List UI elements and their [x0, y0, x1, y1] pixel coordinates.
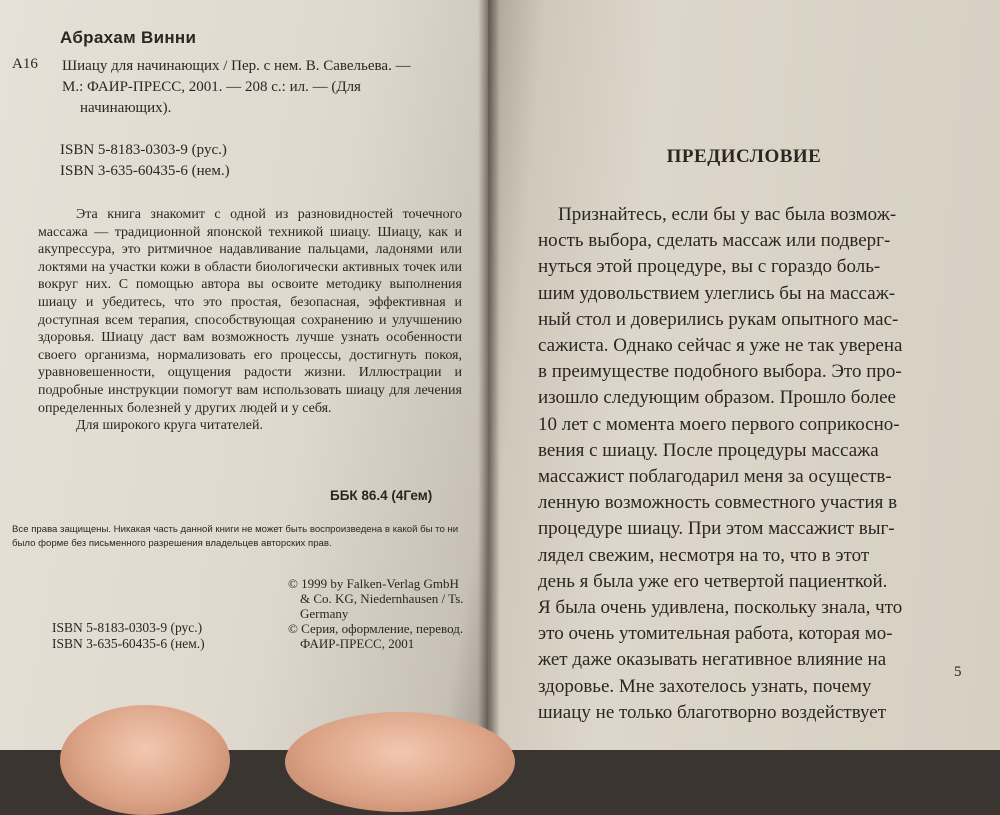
left-page	[0, 0, 488, 750]
copyright-line: Germany	[300, 606, 349, 621]
bibliographic-record	[62, 56, 411, 119]
book-spine-shadow	[478, 0, 500, 750]
thumb-right	[285, 712, 515, 812]
bibliographic-line: начинающих).	[80, 100, 172, 116]
isbn-bottom-block	[52, 620, 205, 652]
copyright-line: © Серия, оформление, перевод.	[288, 621, 464, 636]
annotation	[38, 206, 462, 435]
thumb-left	[60, 705, 230, 815]
isbn-block	[60, 140, 230, 182]
bbk-code: ББК 86.4 (4Гем)	[330, 488, 433, 503]
chapter-heading: ПРЕДИСЛОВИЕ	[666, 146, 822, 167]
isbn-russian: ISBN 5-8183-0303-9 (рус.)	[60, 142, 227, 158]
text-line: ленную возможность совместного участия в	[538, 492, 898, 514]
bibliographic-line: Шиацу для начинающих / Пер. с нем. В. Савельева. —	[62, 58, 411, 74]
author-name: Абрахам Винни	[60, 28, 197, 47]
text-line: ность выбора, сделать массаж или подверг-	[538, 230, 891, 252]
page-number: 5	[954, 664, 962, 680]
text-line: лядел свежим, несмотря на то, что в этот	[538, 544, 870, 566]
text-line: жет даже оказывать негативное влияние на	[538, 649, 887, 671]
text-line: шим удовольствием улеглись бы на массаж-	[538, 282, 896, 304]
copyright-line: © 1999 by Falken-Verlag GmbH	[288, 576, 459, 591]
text-line: в преимуществе подобного выбора. Это про-	[538, 361, 902, 383]
copyright-line: ФАИР-ПРЕСС, 2001	[300, 636, 415, 651]
text-line: вения с шиацу. После процедуры массажа	[538, 439, 879, 461]
text-line: нуться этой процедуре, вы с гораздо боль-	[538, 256, 881, 278]
isbn-bottom-german: ISBN 3-635-60435-6 (нем.)	[52, 636, 205, 651]
text-line: Признайтесь, если бы у вас была возмож-	[558, 204, 897, 225]
isbn-german: ISBN 3-635-60435-6 (нем.)	[60, 163, 230, 179]
text-line: здоровье. Мне захотелось узнать, почему	[538, 675, 872, 697]
text-line: день я была уже его четвертой пациенткой.	[538, 570, 888, 592]
text-line: шиацу не только благотворно воздействует	[538, 701, 887, 723]
isbn-bottom-russian: ISBN 5-8183-0303-9 (рус.)	[52, 620, 203, 635]
text-line: это очень утомительная работа, которая мо-	[538, 623, 893, 645]
annotation-paragraph: Эта книга знакомит с одной из разновидностей точечного массажа — традиционной японской техникой шиацу. Шиацу, как и акупрессура, это ритмичное надавливание пальцами, ладонями или локтями на участки кожи в области биологически активных точек или вокруг них. С помощью автора вы освоите методику выполнения шиацу и убедитесь, что это простая, безопасная, эффективная и доступная всем терапия, способствующая сохранению и улучшению здоровья. Шиацу даст вам возможность лучше узнать особенности своего организма, нормализовать его процессы, достигнуть покоя, уравновешенности, ощущения радости жизни. Иллюстрации и подробные инструкции помогут вам использовать шиацу для лечения определенных болезней у других людей и у себя.	[38, 207, 462, 416]
bibliographic-line: М.: ФАИР-ПРЕСС, 2001. — 208 с.: ил. — (Для	[62, 79, 361, 95]
text-line: массажист поблагодарил меня за осуществ-	[538, 466, 892, 488]
text-line: 10 лет с момента моего первого соприкосно-	[538, 413, 900, 435]
copyright-line: & Co. KG, Niedernhausen / Ts.	[300, 591, 464, 606]
catalog-index: А16	[12, 56, 38, 72]
text-line: Я была очень удивлена, поскольку знала, что	[538, 597, 903, 619]
text-line: процедуре шиацу. При этом массажист выг-	[538, 518, 895, 540]
text-line: сажиста. Однако сейчас я уже не так уверена	[538, 335, 903, 357]
text-line: ный стол и доверились рукам опытного мас-	[538, 308, 899, 330]
right-page	[488, 0, 1000, 750]
text-line: изошло следующим образом. Прошло более	[538, 387, 896, 409]
rights-notice: Все права защищены. Никакая часть данной книги не может быть воспроизведена в какой бы то ни было форме без письменного разрешения владельцев авторских прав.	[12, 524, 459, 549]
annotation-audience: Для широкого круга читателей.	[76, 418, 264, 434]
preface-text	[538, 202, 960, 726]
copyright-block	[288, 576, 478, 651]
